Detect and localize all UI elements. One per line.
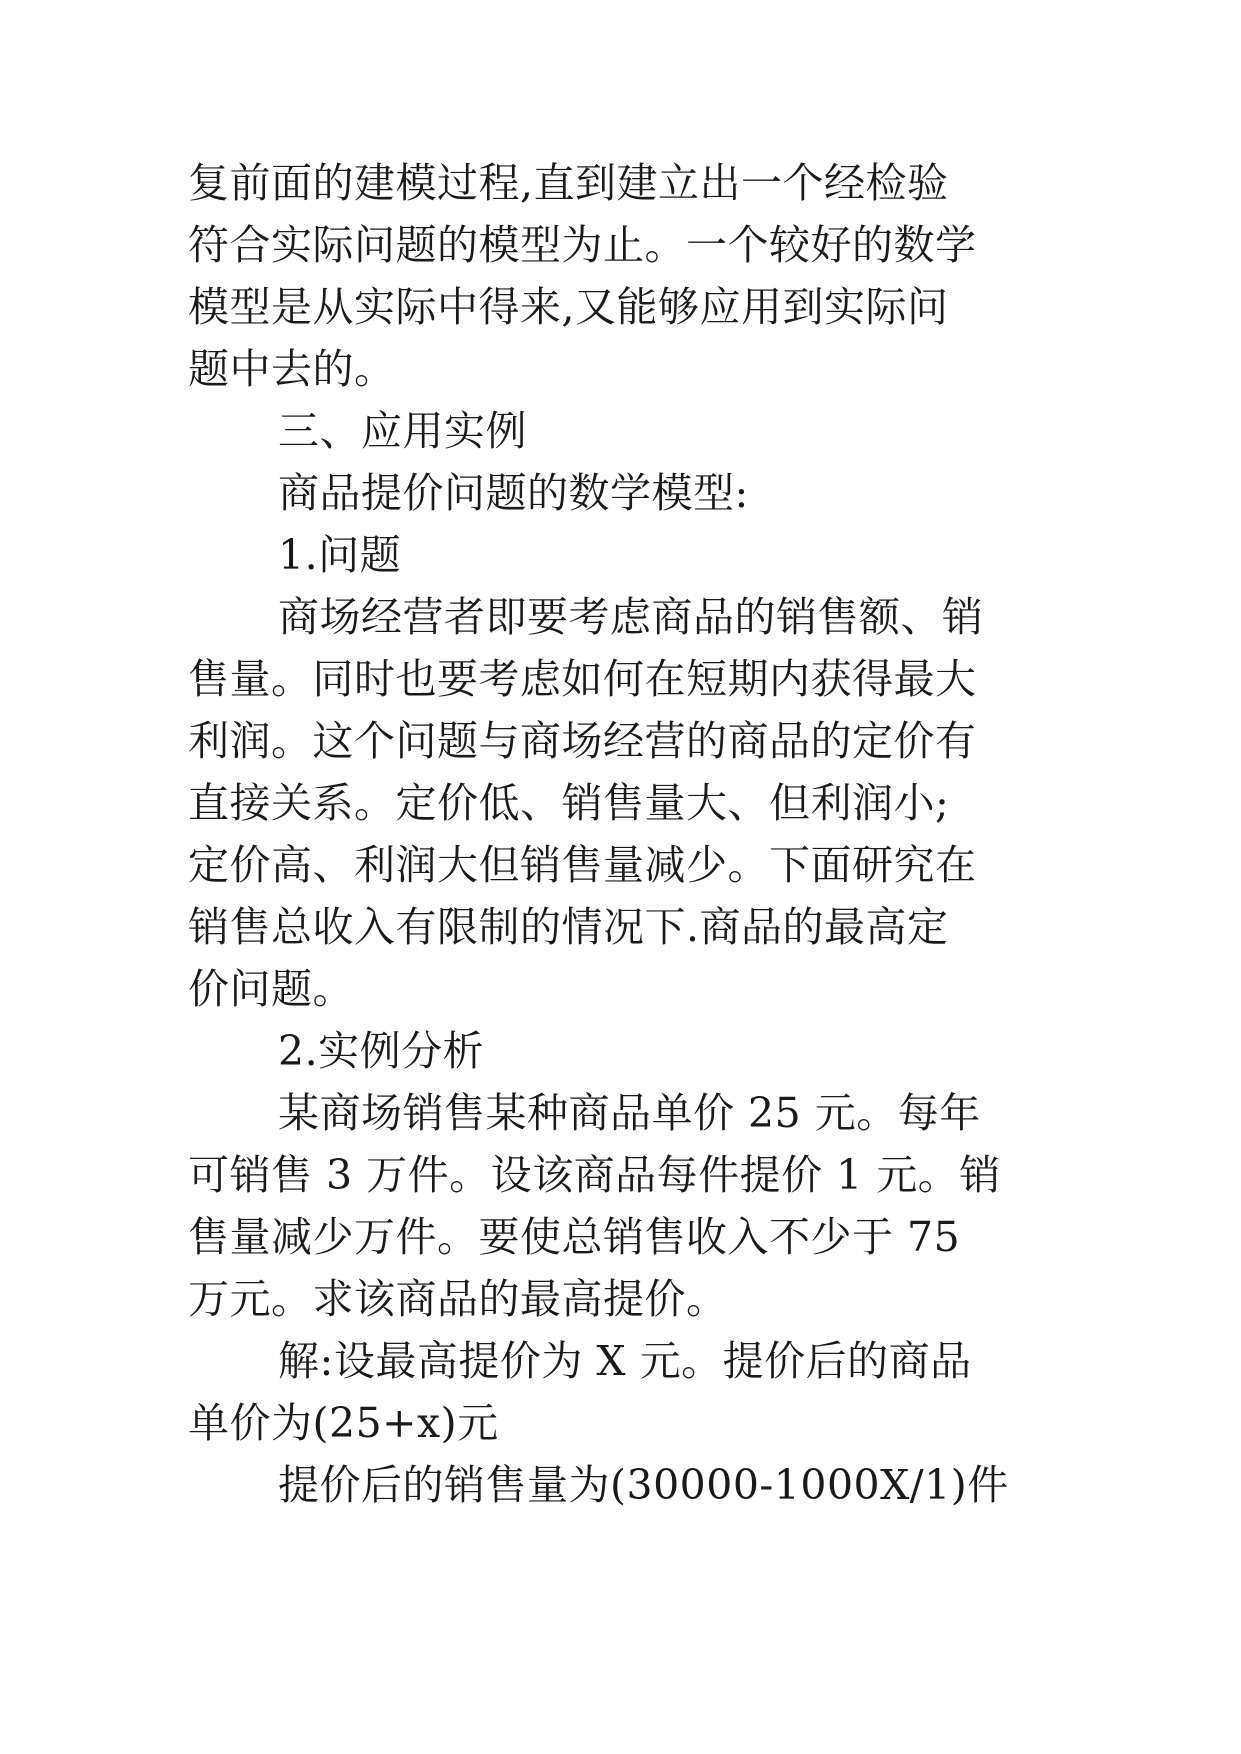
text-line: 某商场销售某种商品单价 25 元。每年 (278, 1089, 981, 1137)
text-line: 万元。求该商品的最高提价。 (188, 1275, 728, 1323)
subsection-title: 商品提价问题的数学模型: (278, 469, 749, 517)
text-line: 可销售 3 万件。设该商品每件提价 1 元。销 (188, 1151, 1001, 1199)
text-line: 题中去的。 (188, 345, 396, 393)
text-line: 解:设最高提价为 X 元。提价后的商品 (278, 1337, 972, 1385)
text-line: 销售总收入有限制的情况下.商品的最高定 (188, 903, 949, 951)
section-heading: 三、应用实例 (278, 407, 527, 455)
text-line: 定价高、利润大但销售量减少。下面研究在 (188, 841, 977, 889)
text-line: 利润。这个问题与商场经营的商品的定价有 (188, 717, 977, 765)
text-line: 售量。同时也要考虑如何在短期内获得最大 (188, 655, 977, 703)
text-line: 复前面的建模过程,直到建立出一个经检验 (188, 159, 949, 207)
text-line: 符合实际问题的模型为止。一个较好的数学 (188, 221, 977, 269)
text-line: 提价后的销售量为(30000-1000X/1)件 (278, 1461, 1009, 1509)
text-line: 单价为(25+x)元 (188, 1399, 499, 1447)
text-line: 商场经营者即要考虑商品的销售额、销 (278, 593, 984, 641)
text-line: 模型是从实际中得来,又能够应用到实际问 (188, 283, 949, 331)
subsection-heading: 1.问题 (278, 531, 402, 579)
text-line: 价问题。 (188, 965, 354, 1013)
text-line: 直接关系。定价低、销售量大、但利润小; (188, 779, 950, 827)
subsection-heading: 2.实例分析 (278, 1027, 485, 1075)
body-text (188, 152, 1068, 1516)
text-line: 售量减少万件。要使总销售收入不少于 75 (188, 1213, 961, 1261)
